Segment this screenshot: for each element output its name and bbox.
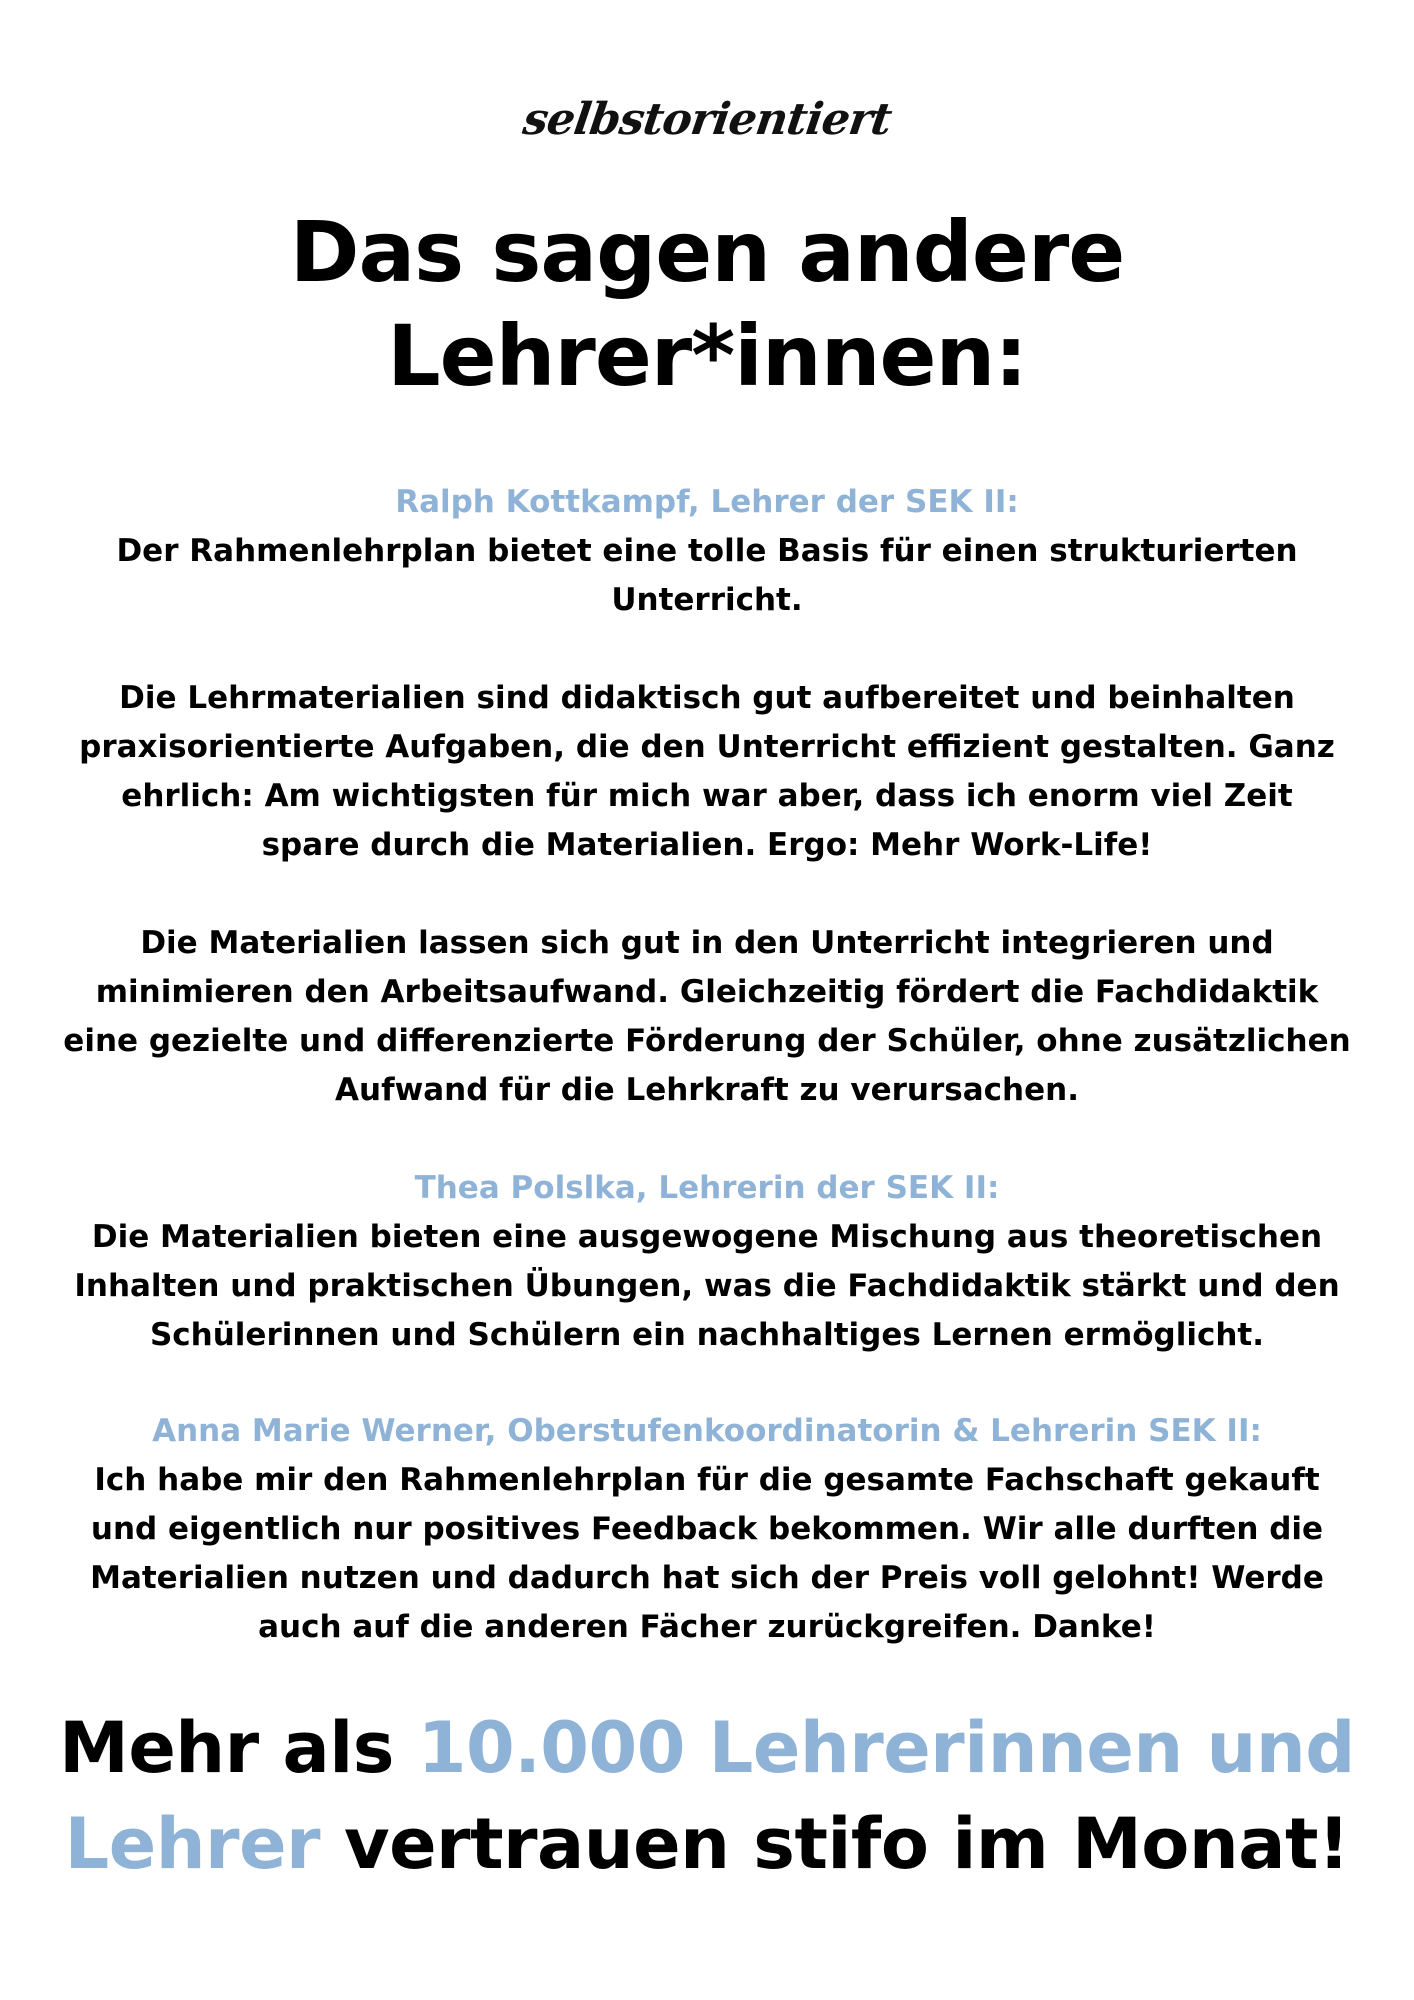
page-title-line-1: Das sagen andere xyxy=(289,203,1125,301)
testimonial-author: Thea Polslka, Lehrerin der SEK II: xyxy=(414,1170,1000,1206)
page-title-line-2: Lehrer*innen: xyxy=(387,307,1027,405)
testimonial-author: Anna Marie Werner, Oberstufenkoordinatorin & Lehrerin SEK II: xyxy=(152,1413,1262,1449)
testimonials xyxy=(60,478,1354,1652)
testimonial-text: Die Materialien lassen sich gut in den Unterricht integrieren und minimieren den Arbeitsaufwand. Gleichzeitig fördert die Fachdidaktik eine gezielte und differenzierte Förderung der Schüler, ohne zusätzlichen Aufwand für die Lehrkraft zu verursachen. xyxy=(63,925,1351,1108)
testimonial-anna xyxy=(60,1407,1354,1652)
testimonial-thea xyxy=(60,1164,1354,1360)
paragraph-spacer xyxy=(60,625,1354,674)
closing-suffix: vertrauen stifo im Monat! xyxy=(320,1803,1350,1885)
testimonial-text: Die Lehrmaterialien sind didaktisch gut aufbereitet und beinhalten praxisorientierte Aufgaben, die den Unterricht effizient gestalten. Ganz ehrlich: Am wichtigsten für mich war aber, dass ich enorm viel Zeit spare durch die Materialien. Ergo: Mehr Work-Life! xyxy=(79,680,1335,863)
testimonial-text: Die Materialien bieten eine ausgewogene Mischung aus theoretischen Inhalten und praktischen Übungen, was die Fachdidaktik stärkt und den Schülerinnen und Schülern ein nachhaltiges Lernen ermöglicht. xyxy=(74,1219,1340,1353)
page-title xyxy=(0,200,1414,408)
closing-prefix: Mehr als xyxy=(59,1707,418,1789)
testimonial-text: Ich habe mir den Rahmenlehrplan für die gesamte Fachschaft gekauft und eigentlich nur positives Feedback bekommen. Wir alle durften die Materialien nutzen und dadurch hat sich der Preis voll gelohnt! Werde auch auf die anderen Fächer zurückgreifen. Danke! xyxy=(90,1462,1324,1645)
section-spacer xyxy=(60,1115,1354,1164)
paragraph-spacer xyxy=(60,870,1354,919)
testimonial-text: Der Rahmenlehrplan bietet eine tolle Basis für einen strukturierten Unterricht. xyxy=(116,533,1298,618)
closing-highlight: 10.000 Lehrerinnen und Lehrer xyxy=(64,1707,1355,1885)
testimonial-ralph xyxy=(60,478,1354,1115)
closing-statement xyxy=(0,1700,1414,1892)
testimonial-author: Ralph Kottkampf, Lehrer der SEK II: xyxy=(395,484,1019,520)
brand-logo: selbstorientiert xyxy=(519,94,895,145)
section-spacer xyxy=(60,1360,1354,1407)
